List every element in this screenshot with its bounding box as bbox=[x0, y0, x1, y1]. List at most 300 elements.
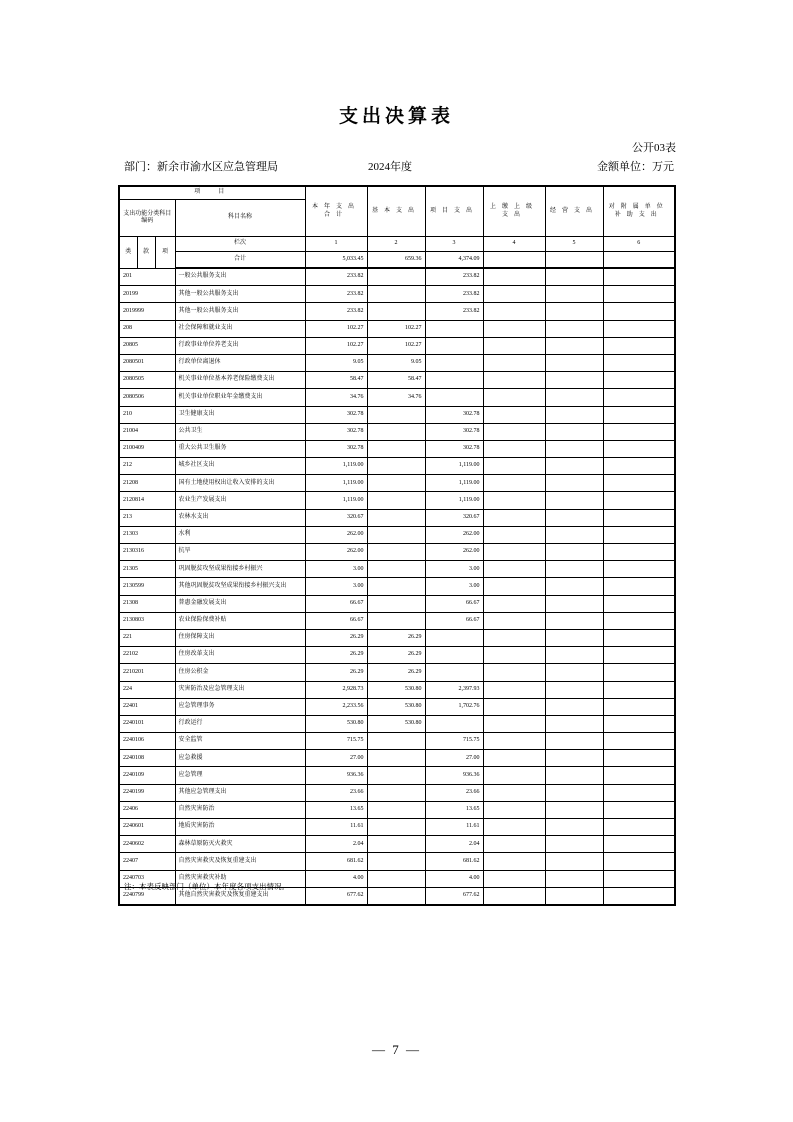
table-row bbox=[119, 406, 675, 423]
table-row bbox=[119, 612, 675, 629]
row-value: 27.00 bbox=[305, 750, 367, 767]
row-value bbox=[483, 767, 545, 784]
row-value bbox=[483, 475, 545, 492]
table-row bbox=[119, 354, 675, 371]
total-value bbox=[545, 252, 603, 269]
row-code: 2130316 bbox=[119, 544, 175, 561]
row-value bbox=[603, 698, 675, 715]
row-subject-name: 森林草原防灭火救灾 bbox=[175, 836, 305, 853]
row-code: 2240106 bbox=[119, 733, 175, 750]
row-code: 2240199 bbox=[119, 784, 175, 801]
row-subject-name: 应急管理 bbox=[175, 767, 305, 784]
table-row bbox=[119, 268, 675, 286]
row-value: 233.82 bbox=[305, 286, 367, 303]
row-value: 302.78 bbox=[425, 440, 483, 457]
row-subject-name: 行政事业单位养老支出 bbox=[175, 337, 305, 354]
row-code: 21208 bbox=[119, 475, 175, 492]
row-value bbox=[545, 458, 603, 475]
row-value: 26.29 bbox=[305, 647, 367, 664]
col-num-6: 6 bbox=[603, 237, 675, 252]
row-value: 9.05 bbox=[305, 354, 367, 371]
row-subject-name: 安全监管 bbox=[175, 733, 305, 750]
row-value: 233.82 bbox=[425, 303, 483, 320]
row-value: 66.67 bbox=[425, 595, 483, 612]
row-value bbox=[367, 561, 425, 578]
row-code: 2100409 bbox=[119, 440, 175, 457]
row-subject-name: 机关事业单位基本养老保险缴费支出 bbox=[175, 372, 305, 389]
row-value: 1,702.76 bbox=[425, 698, 483, 715]
row-value bbox=[367, 544, 425, 561]
row-value bbox=[425, 320, 483, 337]
item-group-header: 项 目 bbox=[119, 186, 305, 200]
row-subject-name: 重大公共卫生服务 bbox=[175, 440, 305, 457]
row-value: 11.61 bbox=[305, 819, 367, 836]
table-row bbox=[119, 544, 675, 561]
table-row bbox=[119, 715, 675, 732]
row-value bbox=[603, 561, 675, 578]
row-value bbox=[545, 509, 603, 526]
row-value bbox=[367, 801, 425, 818]
row-value bbox=[545, 561, 603, 578]
table-row bbox=[119, 836, 675, 853]
row-subject-name: 国有土地使用权出让收入安排的支出 bbox=[175, 475, 305, 492]
col-num-4: 4 bbox=[483, 237, 545, 252]
row-value bbox=[367, 578, 425, 595]
row-value bbox=[425, 372, 483, 389]
row-value bbox=[545, 801, 603, 818]
row-value bbox=[483, 715, 545, 732]
row-value bbox=[545, 819, 603, 836]
row-value bbox=[603, 389, 675, 406]
row-value bbox=[603, 647, 675, 664]
table-meta-row bbox=[118, 158, 676, 174]
row-value: 9.05 bbox=[367, 354, 425, 371]
row-value: 262.00 bbox=[305, 526, 367, 543]
table-row bbox=[119, 629, 675, 646]
row-value: 26.29 bbox=[367, 664, 425, 681]
table-row bbox=[119, 647, 675, 664]
row-subject-name: 自然灾害防治 bbox=[175, 801, 305, 818]
row-subject-name: 地质灾害防治 bbox=[175, 819, 305, 836]
row-value bbox=[545, 423, 603, 440]
row-value bbox=[603, 475, 675, 492]
row-value: 262.00 bbox=[305, 544, 367, 561]
row-value bbox=[367, 440, 425, 457]
row-value bbox=[483, 406, 545, 423]
row-value bbox=[367, 526, 425, 543]
row-value bbox=[483, 423, 545, 440]
table-row bbox=[119, 819, 675, 836]
row-value bbox=[545, 698, 603, 715]
table-row bbox=[119, 303, 675, 320]
row-value bbox=[545, 715, 603, 732]
row-value bbox=[545, 440, 603, 457]
row-value bbox=[483, 647, 545, 664]
row-value bbox=[545, 320, 603, 337]
row-value: 3.00 bbox=[305, 578, 367, 595]
code-column-header: 支出功能分类科目编码 bbox=[119, 200, 175, 237]
lan-label: 栏次 bbox=[175, 237, 305, 252]
row-value bbox=[603, 612, 675, 629]
row-value: 681.62 bbox=[425, 853, 483, 870]
row-subject-name: 灾害防治及应急管理支出 bbox=[175, 681, 305, 698]
row-value bbox=[483, 354, 545, 371]
row-value: 66.67 bbox=[425, 612, 483, 629]
row-code: 2240799 bbox=[119, 887, 175, 905]
row-value bbox=[483, 664, 545, 681]
unit-value: 万元 bbox=[652, 161, 674, 173]
row-value bbox=[367, 509, 425, 526]
row-value: 3.00 bbox=[425, 561, 483, 578]
col-header-basic: 基本支出 bbox=[367, 186, 425, 237]
row-value bbox=[545, 612, 603, 629]
row-code: 212 bbox=[119, 458, 175, 475]
unit-line bbox=[597, 158, 674, 174]
row-subject-name: 一般公共服务支出 bbox=[175, 268, 305, 286]
row-value bbox=[483, 303, 545, 320]
row-value: 102.27 bbox=[367, 337, 425, 354]
row-value: 262.00 bbox=[425, 526, 483, 543]
row-value bbox=[545, 526, 603, 543]
row-value bbox=[483, 286, 545, 303]
row-code: 21305 bbox=[119, 561, 175, 578]
row-value: 677.62 bbox=[425, 887, 483, 905]
row-subject-name: 其他应急管理支出 bbox=[175, 784, 305, 801]
row-value: 936.36 bbox=[305, 767, 367, 784]
row-value: 23.66 bbox=[425, 784, 483, 801]
row-subject-name: 卫生健康支出 bbox=[175, 406, 305, 423]
row-value bbox=[603, 320, 675, 337]
row-code: 21308 bbox=[119, 595, 175, 612]
row-value bbox=[483, 268, 545, 286]
row-code: 224 bbox=[119, 681, 175, 698]
row-code: 22407 bbox=[119, 853, 175, 870]
code-sub-lei: 类 bbox=[119, 237, 137, 269]
row-value bbox=[367, 406, 425, 423]
row-value: 302.78 bbox=[305, 423, 367, 440]
row-value bbox=[367, 458, 425, 475]
code-sub-xiang: 项 bbox=[155, 237, 175, 269]
table-row bbox=[119, 561, 675, 578]
row-value: 13.65 bbox=[305, 801, 367, 818]
row-subject-name: 公共卫生 bbox=[175, 423, 305, 440]
row-value bbox=[367, 286, 425, 303]
row-subject-name: 自然灾害救灾及恢复重建支出 bbox=[175, 853, 305, 870]
row-code: 2130599 bbox=[119, 578, 175, 595]
row-value bbox=[603, 819, 675, 836]
row-value: 11.61 bbox=[425, 819, 483, 836]
row-value bbox=[545, 853, 603, 870]
table-row bbox=[119, 681, 675, 698]
row-value bbox=[603, 492, 675, 509]
row-value: 4.00 bbox=[305, 870, 367, 887]
row-value bbox=[545, 733, 603, 750]
table-row bbox=[119, 509, 675, 526]
row-value: 530.80 bbox=[305, 715, 367, 732]
row-value: 1,119.00 bbox=[425, 475, 483, 492]
row-value: 715.75 bbox=[305, 733, 367, 750]
row-code: 2210201 bbox=[119, 664, 175, 681]
row-value: 13.65 bbox=[425, 801, 483, 818]
row-value bbox=[603, 458, 675, 475]
table-row bbox=[119, 750, 675, 767]
row-value: 233.82 bbox=[425, 286, 483, 303]
row-value: 302.78 bbox=[425, 423, 483, 440]
row-code: 22102 bbox=[119, 647, 175, 664]
row-value: 34.76 bbox=[367, 389, 425, 406]
row-value bbox=[545, 492, 603, 509]
row-value: 58.47 bbox=[305, 372, 367, 389]
row-value bbox=[483, 372, 545, 389]
row-value: 26.29 bbox=[305, 664, 367, 681]
row-value bbox=[425, 337, 483, 354]
row-subject-name: 其他一般公共服务支出 bbox=[175, 286, 305, 303]
row-value bbox=[545, 337, 603, 354]
row-value bbox=[483, 784, 545, 801]
table-row bbox=[119, 595, 675, 612]
row-value: 715.75 bbox=[425, 733, 483, 750]
row-subject-name: 农业生产发展支出 bbox=[175, 492, 305, 509]
row-value bbox=[367, 784, 425, 801]
table-row bbox=[119, 475, 675, 492]
row-value bbox=[483, 458, 545, 475]
row-code: 2240108 bbox=[119, 750, 175, 767]
table-row bbox=[119, 853, 675, 870]
row-value bbox=[425, 664, 483, 681]
unit-label: 金额单位： bbox=[597, 161, 652, 173]
expenditure-table bbox=[118, 185, 676, 906]
table-row bbox=[119, 664, 675, 681]
row-value bbox=[483, 681, 545, 698]
col-header-upward: 上缴上级支出 bbox=[483, 186, 545, 237]
row-value bbox=[603, 303, 675, 320]
table-row bbox=[119, 337, 675, 354]
row-code: 2240101 bbox=[119, 715, 175, 732]
row-code: 21004 bbox=[119, 423, 175, 440]
row-code: 2120814 bbox=[119, 492, 175, 509]
table-body bbox=[119, 268, 675, 905]
row-value: 302.78 bbox=[305, 440, 367, 457]
row-value: 936.36 bbox=[425, 767, 483, 784]
header-row-lan bbox=[119, 237, 675, 252]
row-code: 210 bbox=[119, 406, 175, 423]
row-value bbox=[483, 440, 545, 457]
table-row bbox=[119, 801, 675, 818]
total-label: 合计 bbox=[175, 252, 305, 269]
row-code: 208 bbox=[119, 320, 175, 337]
row-subject-name: 自然灾害救灾补助 bbox=[175, 870, 305, 887]
table-row bbox=[119, 526, 675, 543]
row-value bbox=[367, 836, 425, 853]
row-value bbox=[603, 337, 675, 354]
row-value bbox=[603, 578, 675, 595]
row-value bbox=[483, 389, 545, 406]
row-subject-name: 住房改革支出 bbox=[175, 647, 305, 664]
row-code: 22401 bbox=[119, 698, 175, 715]
col-header-subsidy: 对附属单位补助支出 bbox=[603, 186, 675, 237]
row-value bbox=[367, 612, 425, 629]
row-value: 530.80 bbox=[367, 698, 425, 715]
row-value bbox=[603, 681, 675, 698]
col-num-5: 5 bbox=[545, 237, 603, 252]
row-value: 233.82 bbox=[305, 303, 367, 320]
table-number: 公开03表 bbox=[632, 142, 676, 154]
row-value bbox=[483, 819, 545, 836]
row-subject-name: 普惠金融发展支出 bbox=[175, 595, 305, 612]
row-value: 320.67 bbox=[425, 509, 483, 526]
row-value: 1,119.00 bbox=[305, 458, 367, 475]
row-subject-name: 其他一般公共服务支出 bbox=[175, 303, 305, 320]
total-value: 659.36 bbox=[367, 252, 425, 269]
row-code: 20805 bbox=[119, 337, 175, 354]
header-row-item bbox=[119, 186, 675, 200]
row-code: 2080505 bbox=[119, 372, 175, 389]
row-value bbox=[603, 750, 675, 767]
fiscal-year: 2024年度 bbox=[368, 161, 412, 173]
row-value: 26.29 bbox=[305, 629, 367, 646]
table-row bbox=[119, 320, 675, 337]
row-code: 2080501 bbox=[119, 354, 175, 371]
row-code: 2080506 bbox=[119, 389, 175, 406]
row-value: 66.67 bbox=[305, 612, 367, 629]
row-value bbox=[545, 595, 603, 612]
row-value bbox=[603, 406, 675, 423]
row-value bbox=[545, 767, 603, 784]
row-value: 2,928.73 bbox=[305, 681, 367, 698]
row-value bbox=[545, 784, 603, 801]
code-sub-kuan: 款 bbox=[137, 237, 155, 269]
row-value bbox=[483, 492, 545, 509]
table-row bbox=[119, 458, 675, 475]
row-value bbox=[483, 698, 545, 715]
row-value bbox=[603, 801, 675, 818]
row-value bbox=[545, 286, 603, 303]
row-subject-name: 城乡社区支出 bbox=[175, 458, 305, 475]
row-value bbox=[483, 853, 545, 870]
row-subject-name: 应急管理事务 bbox=[175, 698, 305, 715]
row-value bbox=[603, 372, 675, 389]
row-value: 677.62 bbox=[305, 887, 367, 905]
row-value bbox=[367, 750, 425, 767]
row-value: 530.80 bbox=[367, 715, 425, 732]
row-subject-name: 农林水支出 bbox=[175, 509, 305, 526]
total-value: 4,374.09 bbox=[425, 252, 483, 269]
table-row bbox=[119, 578, 675, 595]
department-line bbox=[124, 158, 278, 174]
row-value bbox=[483, 836, 545, 853]
department-label: 部门： bbox=[124, 161, 157, 173]
total-row bbox=[119, 252, 675, 269]
row-value bbox=[367, 853, 425, 870]
row-value bbox=[545, 372, 603, 389]
row-value: 262.00 bbox=[425, 544, 483, 561]
table-row bbox=[119, 423, 675, 440]
row-value bbox=[603, 715, 675, 732]
row-value: 233.82 bbox=[425, 268, 483, 286]
row-value bbox=[483, 337, 545, 354]
row-value bbox=[603, 664, 675, 681]
row-value bbox=[367, 767, 425, 784]
row-value: 2,397.93 bbox=[425, 681, 483, 698]
row-value bbox=[483, 612, 545, 629]
row-value: 102.27 bbox=[305, 320, 367, 337]
row-value bbox=[545, 303, 603, 320]
row-code: 22406 bbox=[119, 801, 175, 818]
row-value bbox=[603, 509, 675, 526]
name-column-header: 科目名称 bbox=[175, 200, 305, 237]
row-value: 233.82 bbox=[305, 268, 367, 286]
row-value bbox=[367, 423, 425, 440]
table-row bbox=[119, 733, 675, 750]
total-value bbox=[603, 252, 675, 269]
row-value: 320.67 bbox=[305, 509, 367, 526]
row-value bbox=[425, 389, 483, 406]
footnote: 注：本表反映部门（单位）本年度各项支出情况。 bbox=[124, 882, 289, 891]
col-num-1: 1 bbox=[305, 237, 367, 252]
row-value bbox=[367, 492, 425, 509]
row-value bbox=[483, 733, 545, 750]
row-value bbox=[603, 767, 675, 784]
row-value bbox=[425, 354, 483, 371]
row-value: 3.00 bbox=[305, 561, 367, 578]
total-value: 5,033.45 bbox=[305, 252, 367, 269]
total-value bbox=[483, 252, 545, 269]
row-value bbox=[483, 801, 545, 818]
row-value bbox=[483, 561, 545, 578]
row-value bbox=[603, 423, 675, 440]
row-value bbox=[425, 629, 483, 646]
row-value: 2.04 bbox=[305, 836, 367, 853]
row-subject-name: 行政运行 bbox=[175, 715, 305, 732]
col-header-project: 项目支出 bbox=[425, 186, 483, 237]
row-value: 58.47 bbox=[367, 372, 425, 389]
table-row bbox=[119, 440, 675, 457]
row-code: 213 bbox=[119, 509, 175, 526]
row-value: 4.00 bbox=[425, 870, 483, 887]
row-value bbox=[603, 836, 675, 853]
row-value bbox=[603, 440, 675, 457]
row-value bbox=[367, 819, 425, 836]
page-number: — 7 — bbox=[372, 1042, 421, 1057]
row-value bbox=[545, 647, 603, 664]
row-value bbox=[367, 595, 425, 612]
row-value bbox=[603, 629, 675, 646]
row-value bbox=[545, 268, 603, 286]
row-value bbox=[483, 544, 545, 561]
row-subject-name: 农业保险保费补贴 bbox=[175, 612, 305, 629]
row-value: 23.66 bbox=[305, 784, 367, 801]
row-value: 681.62 bbox=[305, 853, 367, 870]
row-code: 2240602 bbox=[119, 836, 175, 853]
row-subject-name: 行政单位离退休 bbox=[175, 354, 305, 371]
row-code: 221 bbox=[119, 629, 175, 646]
col-num-3: 3 bbox=[425, 237, 483, 252]
row-code: 20199 bbox=[119, 286, 175, 303]
row-value: 27.00 bbox=[425, 750, 483, 767]
row-value bbox=[545, 578, 603, 595]
row-value: 2,233.56 bbox=[305, 698, 367, 715]
row-value: 530.80 bbox=[367, 681, 425, 698]
row-value: 102.27 bbox=[367, 320, 425, 337]
row-subject-name: 其他巩固脱贫攻坚成果衔接乡村振兴支出 bbox=[175, 578, 305, 595]
row-value bbox=[545, 406, 603, 423]
table-row bbox=[119, 767, 675, 784]
row-value bbox=[545, 389, 603, 406]
row-value bbox=[483, 526, 545, 543]
row-value: 26.29 bbox=[367, 629, 425, 646]
row-value bbox=[603, 595, 675, 612]
row-value bbox=[483, 750, 545, 767]
